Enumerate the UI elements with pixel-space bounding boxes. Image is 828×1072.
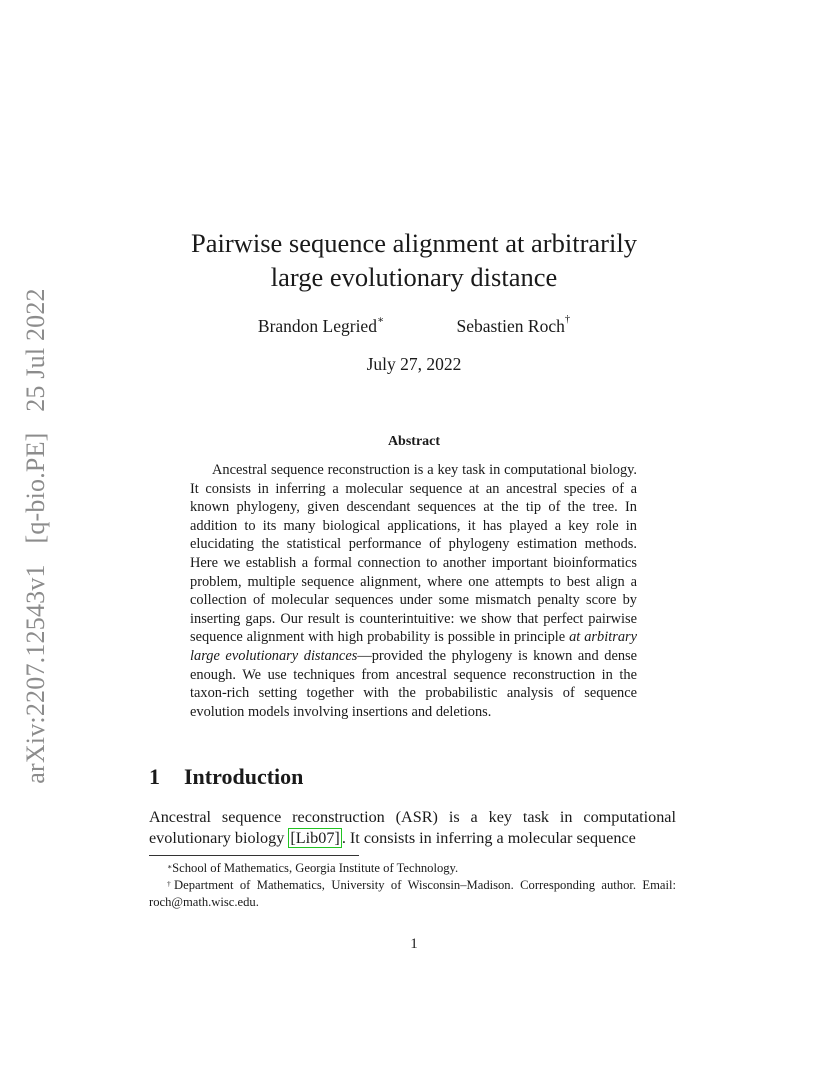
footnote-2-text: Department of Mathematics, University of Wisconsin–Madison. Corresponding author. Email: roch@math.wisc.edu. [149,878,676,909]
author-1-mark: ∗ [376,315,385,326]
title-line-1: Pairwise sequence alignment at arbitrarily [191,228,637,258]
citation-link[interactable]: [Lib07] [290,829,340,847]
author-1-name: Brandon Legried [257,316,377,336]
abstract-text-start: Ancestral sequence reconstruction is a key task in computational biology. It consists in inferring a molecular sequence at an ancestral species of a known phylogeny, given descendant sequences at the tip of the tree. In addition to its many biological applications, it has played a key role in elucidating the statistical performance of phylogeny estimation methods. Here we establish a formal connection to another important bioinformatics problem, multiple sequence alignment, where one attempts to best align a collection of molecular sequences under some mismatch penalty score by inserting gaps. Our result is counterintuitive: we show that perfect pairwise sequence alignment with high probability is possible in principle [190,462,637,646]
footnote-2-mark: † [167,879,175,888]
paper-title [0,226,828,294]
section-number: 1 [149,764,160,789]
abstract-heading: Abstract [387,434,441,449]
author-1 [258,316,384,337]
section-title: Introduction [184,764,304,789]
footnote-2 [149,877,676,911]
footnote-1-text: School of Mathematics, Georgia Institute of Technology. [172,861,459,875]
arxiv-category: [q-bio.PE] [21,432,50,544]
author-2-name: Sebastien Roch [456,316,565,336]
section-heading [149,764,303,790]
footnote-1 [149,860,676,877]
abstract-text-end: —provided the phylogeny is known and dense enough. We use techniques from ancestral sequence reconstruction in the taxon-rich setting together with the probabilistic analysis of sequence evolution models involving insertions and deletions. [190,647,638,720]
arxiv-id: arXiv:2207.12543v1 [21,564,50,784]
page-number: 1 [410,936,418,952]
footnote-1-mark: ∗ [167,862,173,871]
author-list [0,316,828,337]
arxiv-date: 25 Jul 2022 [21,288,50,412]
paper-date: July 27, 2022 [366,354,462,374]
author-2-mark: † [564,314,571,325]
intro-paragraph [149,807,676,849]
footnote-rule [149,855,359,856]
intro-text-start: Ancestral sequence reconstruction (ASR) is a key task in computational evolutionary biology [149,808,676,847]
author-2 [456,316,570,337]
title-line-2: large evolutionary distance [270,262,558,292]
intro-text-end: . It consists in inferring a molecular sequence [341,829,636,847]
abstract-italic-phrase: at arbitrary large evolutionary distances [190,629,638,664]
footnotes [149,860,676,911]
abstract-text [190,461,637,721]
